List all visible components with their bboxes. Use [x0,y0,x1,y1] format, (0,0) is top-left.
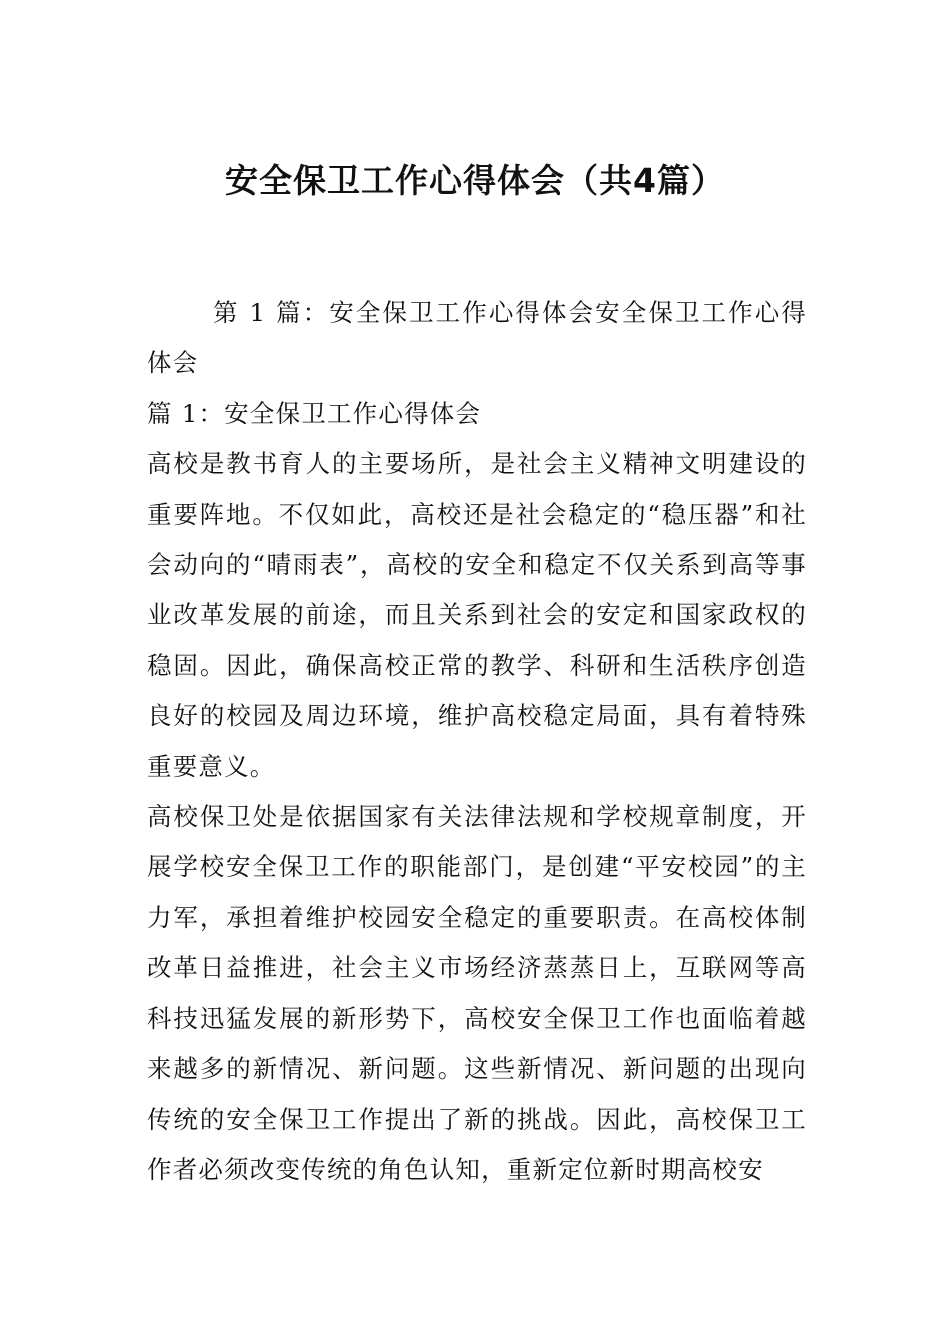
body-paragraph: 高校保卫处是依据国家有关法律法规和学校规章制度，开展学校安全保卫工作的职能部门，是创建“平安校园”的主力军，承担着维护校园安全稳定的重要职责。在高校体制改革日益推进，社会主义市场经济蒸蒸日上，互联网等高科技迅猛发展的新形势下，高校安全保卫工作也面临着越来越多的新情况、新问题。这些新情况、新问题的出现向传统的安全保卫工作提出了新的挑战。因此，高校保卫工作者必须改变传统的角色认知，重新定位新时期高校安 [147,802,807,1184]
document-title: 安全保卫工作心得体会（共4篇） [225,161,725,200]
section-heading-paragraph: 第 1 篇：安全保卫工作心得体会安全保卫工作心得体会 [147,298,807,378]
document-body [147,288,807,1195]
body-paragraph: 高校是教书育人的主要场所，是社会主义精神文明建设的重要阵地。不仅如此，高校还是社会稳定的“稳压器”和社会动向的“晴雨表”，高校的安全和稳定不仅关系到高等事业改革发展的前途，而且关系到社会的安定和国家政权的稳固。因此，确保高校正常的教学、科研和生活秩序创造良好的校园及周边环境，维护高校稳定局面，具有着特殊重要意义。 [147,449,807,781]
subsection-heading-paragraph: 篇 1：安全保卫工作心得体会 [147,398,482,428]
